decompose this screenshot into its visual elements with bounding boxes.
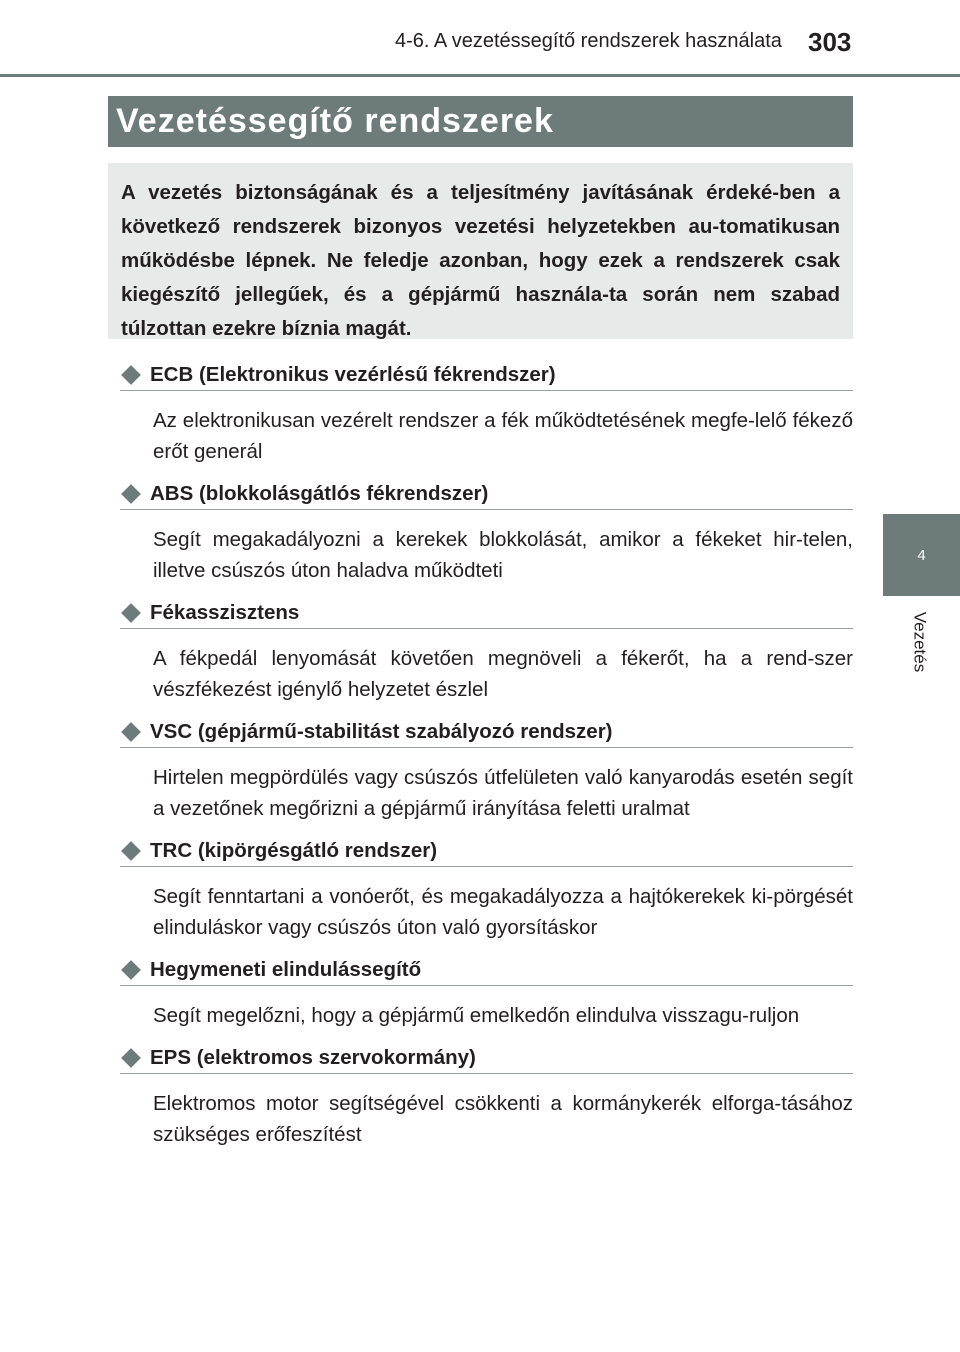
diamond-bullet-icon: [121, 603, 141, 623]
list-item: [120, 955, 853, 1031]
diamond-bullet-icon: [121, 1048, 141, 1068]
item-heading-text: ABS (blokkolásgátlós fékrendszer): [150, 482, 489, 505]
item-heading: [120, 360, 853, 391]
diamond-bullet-icon: [121, 960, 141, 980]
list-item: [120, 479, 853, 586]
item-body: Segít megakadályozni a kerekek blokkolását, amikor a fékeket hir-telen, illetve csúszós úton haladva működteti: [153, 528, 853, 582]
chapter-tab: [883, 514, 960, 596]
item-heading-text: TRC (kipörgésgátló rendszer): [150, 839, 438, 862]
list-item: [120, 1043, 853, 1150]
page-title: Vezetéssegítő rendszerek: [108, 96, 853, 147]
chapter-label: Vezetés: [910, 611, 929, 673]
section-title: 4-6. A vezetéssegítő rendszerek használata: [395, 30, 782, 52]
item-body: Hirtelen megpördülés vagy csúszós útfelületen való kanyarodás esetén segít a vezetőnek megőrizni a gépjármű irányítása feletti uralmat: [153, 766, 853, 820]
header-divider: [0, 74, 960, 77]
chapter-number: 4: [917, 546, 926, 564]
chapter-label-container: [904, 602, 934, 682]
item-heading: [120, 1043, 853, 1074]
item-body: Segít fenntartani a vonóerőt, és megakadályozza a hajtókerekek ki-pörgését elinduláskor vagy csúszós úton való gyorsításkor: [153, 885, 853, 939]
systems-list: [120, 360, 853, 1162]
list-item: [120, 836, 853, 943]
intro-text: A vezetés biztonságának és a teljesítmény javításának érdeké-ben a következő rendszerek bizonyos vezetési helyzetekben au-tomatikusan működésbe lépnek. Ne feledje azonban, hogy ezek a rendszerek csak kiegészítő jellegűek, és a gépjármű használa-ta során nem szabad túlzottan ezekre bíznia magát.: [121, 181, 840, 340]
item-heading-text: ECB (Elektronikus vezérlésű fékrendszer): [150, 363, 556, 386]
list-item: [120, 717, 853, 824]
item-heading-text: EPS (elektromos szervokormány): [150, 1046, 476, 1069]
diamond-bullet-icon: [121, 365, 141, 385]
item-heading: [120, 836, 853, 867]
diamond-bullet-icon: [121, 841, 141, 861]
intro-box: [108, 163, 853, 339]
list-item: [120, 360, 853, 467]
diamond-bullet-icon: [121, 722, 141, 742]
item-heading: [120, 598, 853, 629]
item-heading-text: Hegymeneti elindulássegítő: [150, 958, 422, 981]
item-body: A fékpedál lenyomását követően megnöveli a fékerőt, ha a rend-szer vészfékezést igénylő helyzetet észlel: [153, 647, 853, 701]
diamond-bullet-icon: [121, 484, 141, 504]
item-heading: [120, 479, 853, 510]
list-item: [120, 598, 853, 705]
page-number: 303: [808, 27, 852, 57]
item-body: Az elektronikusan vezérelt rendszer a fék működtetésének megfe-lelő fékező erőt generál: [153, 409, 853, 463]
item-body: Elektromos motor segítségével csökkenti a kormánykerék elforga-tásához szükséges erőfeszítést: [153, 1092, 853, 1146]
item-heading-text: Fékasszisztens: [150, 601, 300, 624]
item-heading-text: VSC (gépjármű-stabilitást szabályozó rendszer): [150, 720, 613, 743]
item-heading: [120, 717, 853, 748]
item-heading: [120, 955, 853, 986]
item-body: Segít megelőzni, hogy a gépjármű emelkedőn elindulva visszagu-ruljon: [153, 1004, 800, 1027]
